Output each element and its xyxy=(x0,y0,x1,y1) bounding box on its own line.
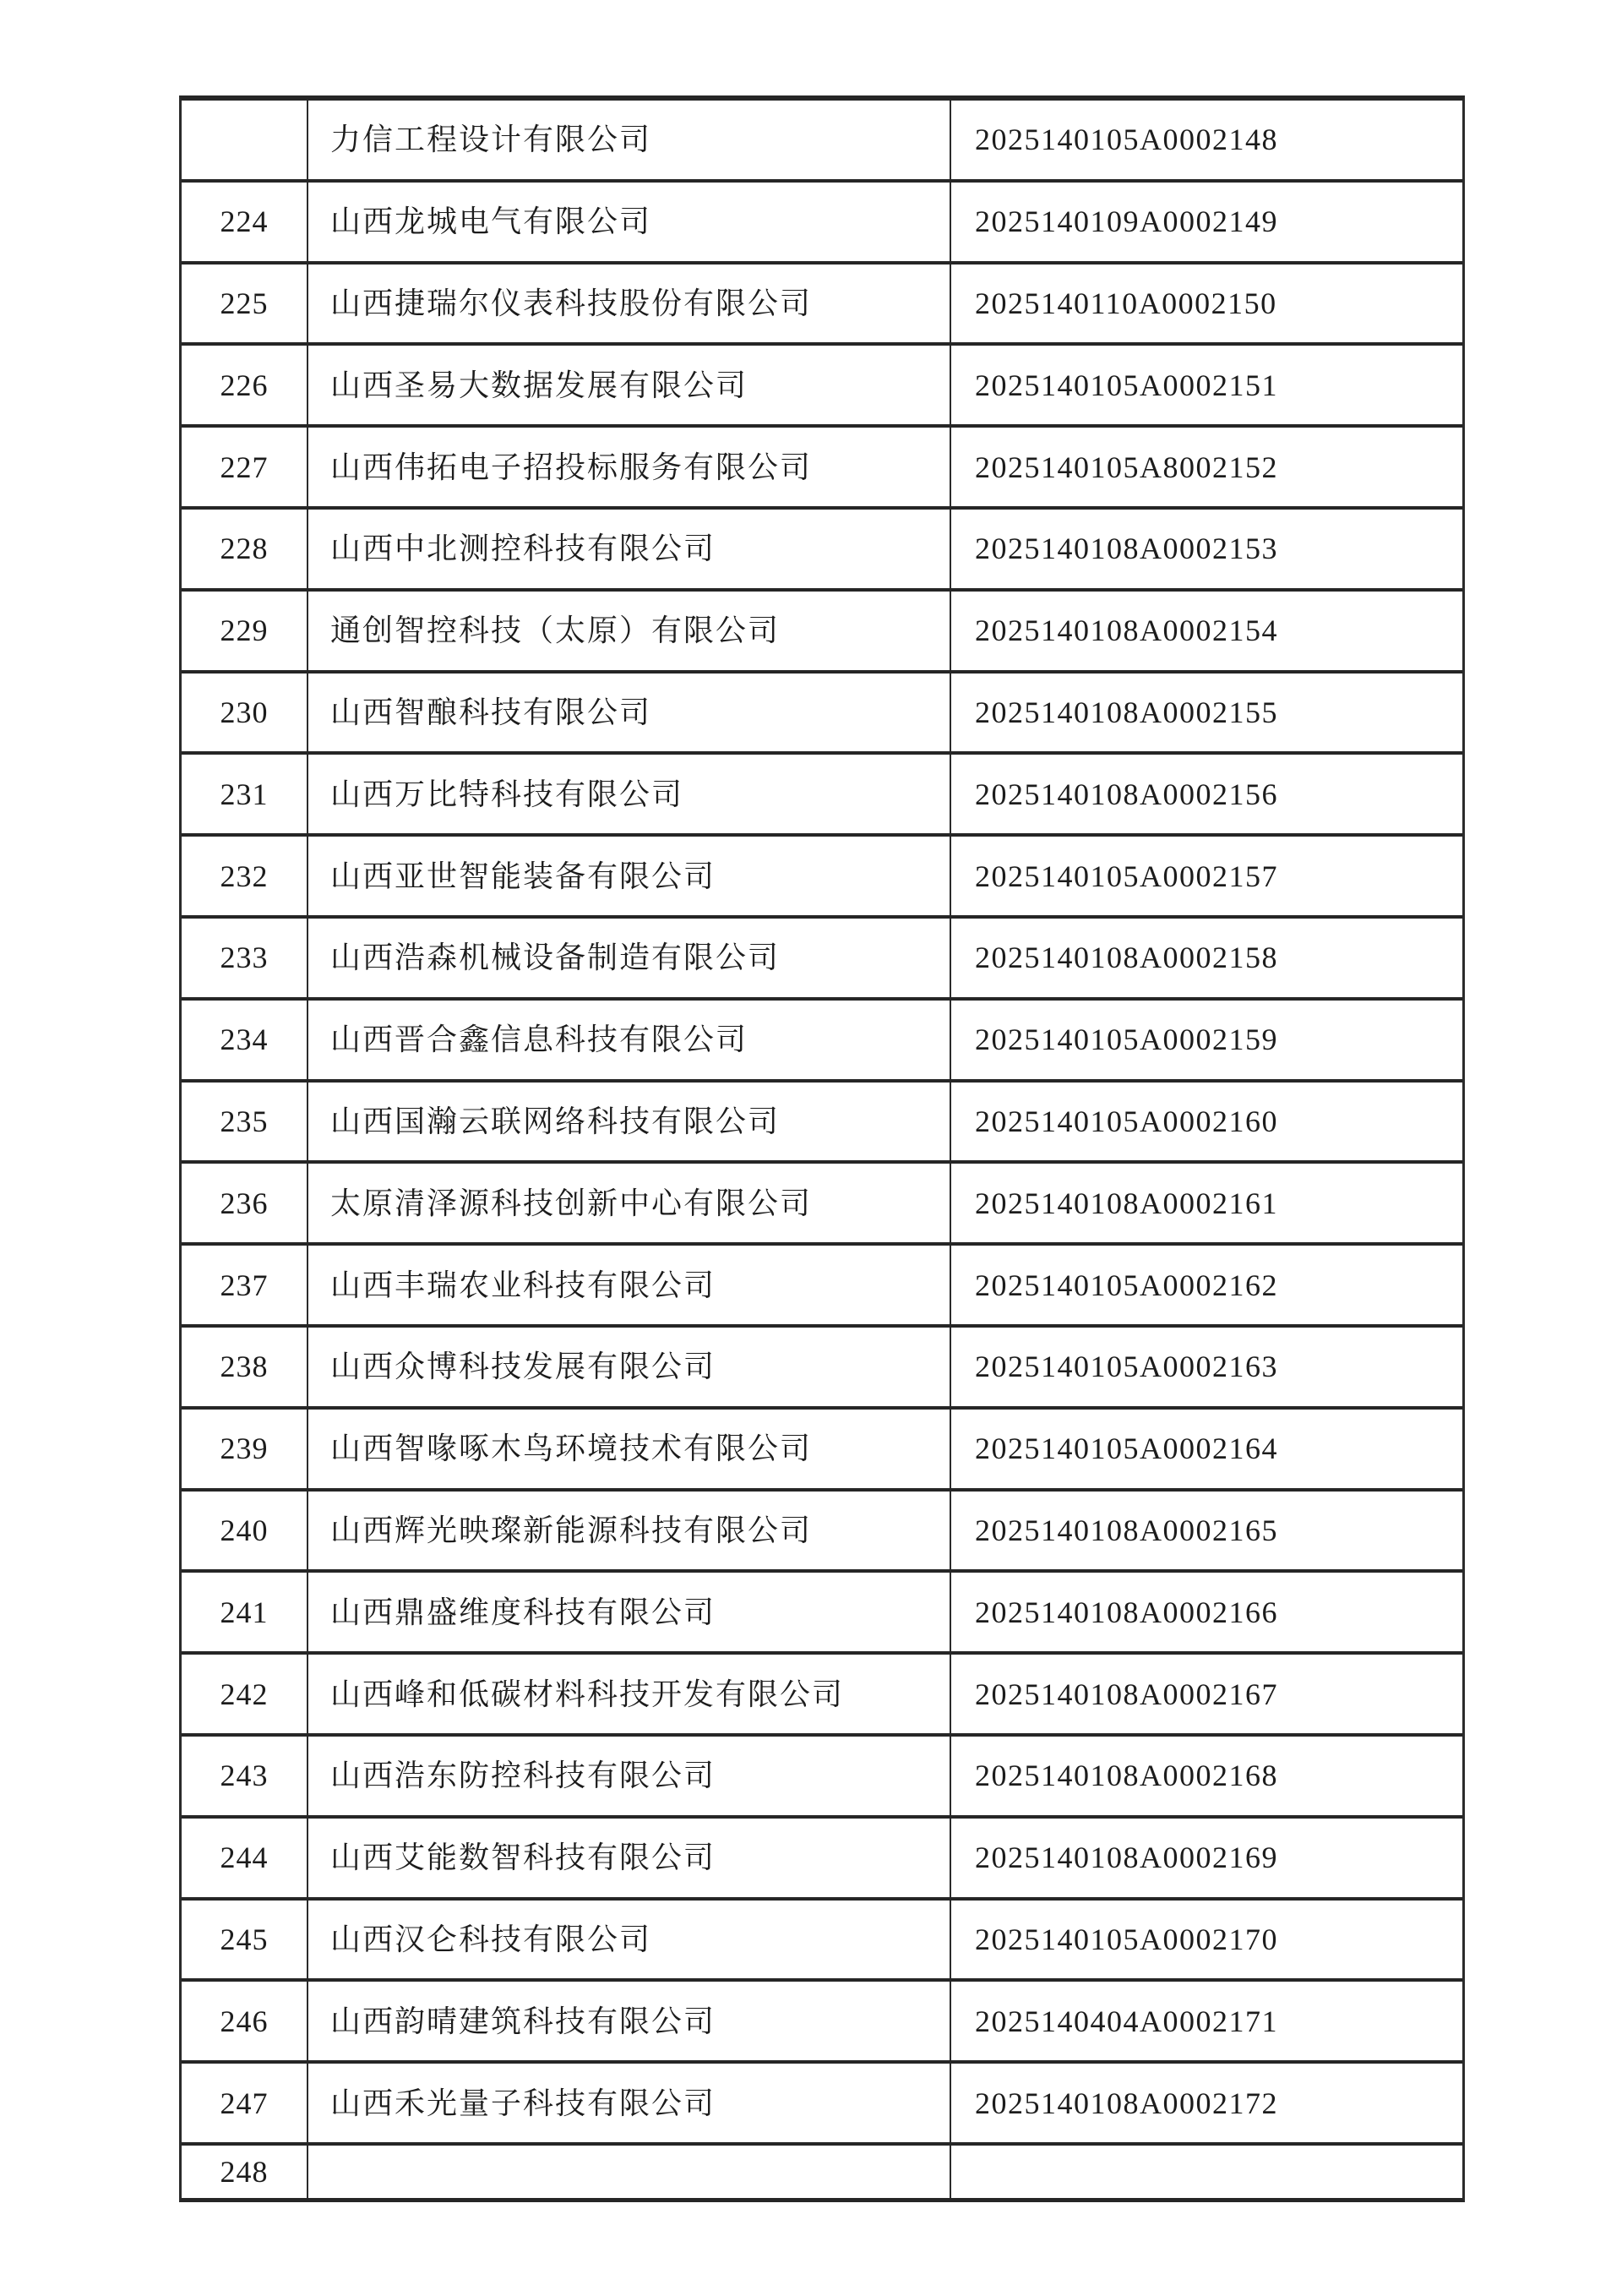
company-name: 山西禾光量子科技有限公司 xyxy=(330,2086,716,2120)
row-number: 248 xyxy=(220,2154,269,2189)
row-number: 240 xyxy=(220,1513,269,1547)
row-number-cell xyxy=(182,1982,308,2060)
company-name-cell xyxy=(308,1492,951,1570)
row-number: 236 xyxy=(220,1186,269,1220)
certificate-number: 2025140108A0002172 xyxy=(975,2086,1278,2120)
company-name: 山西辉光映璨新能源科技有限公司 xyxy=(330,1513,813,1547)
row-number-cell xyxy=(182,2146,308,2198)
row-number-cell xyxy=(182,674,308,752)
company-name-cell xyxy=(308,428,951,506)
table-row xyxy=(182,1492,1462,1573)
certificate-number: 2025140105A0002160 xyxy=(975,1104,1278,1138)
row-number-cell xyxy=(182,183,308,261)
row-number: 237 xyxy=(220,1268,269,1302)
row-number-cell xyxy=(182,1655,308,1733)
row-number-cell xyxy=(182,265,308,343)
certificate-number-cell xyxy=(951,674,1462,752)
company-name: 山西国瀚云联网络科技有限公司 xyxy=(330,1104,781,1138)
certificate-number: 2025140108A0002166 xyxy=(975,1595,1278,1629)
table-row xyxy=(182,1164,1462,1246)
company-table xyxy=(179,95,1465,2202)
certificate-number-cell xyxy=(951,265,1462,343)
certificate-number-cell xyxy=(951,1246,1462,1324)
certificate-number-cell xyxy=(951,2146,1462,2198)
company-name: 山西浩森机械设备制造有限公司 xyxy=(330,941,781,975)
company-name: 山西韵晴建筑科技有限公司 xyxy=(330,2004,716,2038)
row-number-cell xyxy=(182,837,308,915)
company-name: 山西龙城电气有限公司 xyxy=(330,205,652,239)
company-name-cell xyxy=(308,265,951,343)
table-row xyxy=(182,1982,1462,2064)
certificate-number: 2025140108A0002155 xyxy=(975,695,1278,729)
table-row xyxy=(182,265,1462,346)
row-number: 242 xyxy=(220,1677,269,1711)
row-number-cell xyxy=(182,1819,308,1897)
table-row xyxy=(182,2146,1462,2198)
row-number-cell xyxy=(182,1737,308,1815)
row-number-cell xyxy=(182,755,308,833)
certificate-number: 2025140105A0002162 xyxy=(975,1268,1278,1302)
table-row xyxy=(182,919,1462,1001)
certificate-number-cell xyxy=(951,755,1462,833)
row-number: 234 xyxy=(220,1023,269,1057)
company-name: 山西汉仑科技有限公司 xyxy=(330,1922,652,1956)
table-row xyxy=(182,1001,1462,1083)
company-name: 力信工程设计有限公司 xyxy=(330,123,652,157)
company-name-cell xyxy=(308,592,951,670)
table-row xyxy=(182,1655,1462,1737)
certificate-number: 2025140110A0002150 xyxy=(975,286,1277,320)
certificate-number: 2025140108A0002156 xyxy=(975,777,1278,811)
row-number: 246 xyxy=(220,2004,269,2038)
table-row xyxy=(182,1410,1462,1492)
company-name: 山西亚世智能装备有限公司 xyxy=(330,859,716,893)
company-name: 山西晋合鑫信息科技有限公司 xyxy=(330,1023,748,1057)
certificate-number-cell xyxy=(951,1492,1462,1570)
row-number: 225 xyxy=(220,286,269,320)
table-row xyxy=(182,1328,1462,1410)
company-name-cell xyxy=(308,1410,951,1488)
row-number-cell xyxy=(182,1246,308,1324)
certificate-number-cell xyxy=(951,1655,1462,1733)
company-name-cell xyxy=(308,1328,951,1406)
certificate-number: 2025140105A0002170 xyxy=(975,1922,1278,1956)
table-row xyxy=(182,1819,1462,1901)
company-name-cell xyxy=(308,674,951,752)
certificate-number: 2025140108A0002167 xyxy=(975,1677,1278,1711)
certificate-number: 2025140108A0002158 xyxy=(975,941,1278,975)
company-name: 山西万比特科技有限公司 xyxy=(330,777,684,811)
certificate-number-cell xyxy=(951,837,1462,915)
row-number: 224 xyxy=(220,205,269,239)
certificate-number: 2025140105A8002152 xyxy=(975,450,1278,484)
table-row xyxy=(182,510,1462,592)
certificate-number-cell xyxy=(951,346,1462,424)
company-name: 山西中北测控科技有限公司 xyxy=(330,532,716,566)
certificate-number-cell xyxy=(951,1737,1462,1815)
row-number-cell xyxy=(182,428,308,506)
company-name: 山西智酿科技有限公司 xyxy=(330,695,652,729)
certificate-number: 2025140105A0002164 xyxy=(975,1432,1278,1466)
certificate-number: 2025140105A0002148 xyxy=(975,123,1278,157)
certificate-number: 2025140404A0002171 xyxy=(975,2004,1278,2038)
certificate-number: 2025140108A0002169 xyxy=(975,1841,1278,1875)
row-number: 239 xyxy=(220,1432,269,1466)
row-number-cell xyxy=(182,1001,308,1079)
company-name-cell xyxy=(308,101,951,179)
table-row xyxy=(182,755,1462,837)
company-name-cell xyxy=(308,1819,951,1897)
row-number: 230 xyxy=(220,695,269,729)
row-number-cell xyxy=(182,1083,308,1161)
certificate-number-cell xyxy=(951,919,1462,997)
certificate-number: 2025140105A0002151 xyxy=(975,368,1278,402)
company-name: 山西智喙啄木鸟环境技术有限公司 xyxy=(330,1432,813,1466)
certificate-number-cell xyxy=(951,592,1462,670)
company-name-cell xyxy=(308,183,951,261)
company-name: 山西圣易大数据发展有限公司 xyxy=(330,368,748,402)
table-row xyxy=(182,428,1462,510)
company-name-cell xyxy=(308,2146,951,2198)
table-row xyxy=(182,1083,1462,1164)
company-name: 山西艾能数智科技有限公司 xyxy=(330,1841,716,1875)
company-name-cell xyxy=(308,755,951,833)
table-row xyxy=(182,1901,1462,1982)
certificate-number: 2025140108A0002154 xyxy=(975,614,1278,648)
certificate-number: 2025140105A0002159 xyxy=(975,1023,1278,1057)
row-number: 228 xyxy=(220,532,269,566)
table-row xyxy=(182,1573,1462,1655)
certificate-number-cell xyxy=(951,1410,1462,1488)
company-name-cell xyxy=(308,1901,951,1979)
certificate-number: 2025140108A0002165 xyxy=(975,1513,1278,1547)
row-number: 226 xyxy=(220,368,269,402)
certificate-number-cell xyxy=(951,510,1462,588)
certificate-number: 2025140109A0002149 xyxy=(975,205,1278,239)
certificate-number-cell xyxy=(951,1573,1462,1651)
row-number: 245 xyxy=(220,1922,269,1956)
table-row xyxy=(182,837,1462,919)
table-row xyxy=(182,346,1462,428)
row-number: 233 xyxy=(220,941,269,975)
table-row xyxy=(182,592,1462,674)
row-number-cell xyxy=(182,101,308,179)
company-name: 山西伟拓电子招投标服务有限公司 xyxy=(330,450,813,484)
row-number-cell xyxy=(182,919,308,997)
company-name-cell xyxy=(308,2064,951,2142)
certificate-number: 2025140108A0002168 xyxy=(975,1759,1278,1793)
company-name-cell xyxy=(308,1655,951,1733)
certificate-number: 2025140108A0002153 xyxy=(975,532,1278,566)
row-number-cell xyxy=(182,346,308,424)
company-name-cell xyxy=(308,1164,951,1242)
row-number: 243 xyxy=(220,1759,269,1793)
row-number: 232 xyxy=(220,859,269,893)
row-number-cell xyxy=(182,2064,308,2142)
certificate-number-cell xyxy=(951,1982,1462,2060)
company-name-cell xyxy=(308,1982,951,2060)
company-name-cell xyxy=(308,510,951,588)
row-number: 244 xyxy=(220,1841,269,1875)
table-row xyxy=(182,674,1462,755)
certificate-number-cell xyxy=(951,1001,1462,1079)
row-number: 247 xyxy=(220,2086,269,2120)
company-name: 通创智控科技（太原）有限公司 xyxy=(330,614,781,648)
certificate-number: 2025140108A0002161 xyxy=(975,1186,1278,1220)
company-name: 山西浩东防控科技有限公司 xyxy=(330,1759,716,1793)
row-number: 229 xyxy=(220,614,269,648)
row-number: 227 xyxy=(220,450,269,484)
company-name: 山西捷瑞尔仪表科技股份有限公司 xyxy=(330,286,813,320)
company-name-cell xyxy=(308,1083,951,1161)
row-number-cell xyxy=(182,1901,308,1979)
row-number-cell xyxy=(182,592,308,670)
row-number: 235 xyxy=(220,1104,269,1138)
certificate-number-cell xyxy=(951,1819,1462,1897)
row-number-cell xyxy=(182,1492,308,1570)
certificate-number-cell xyxy=(951,101,1462,179)
row-number: 241 xyxy=(220,1595,269,1629)
table-row xyxy=(182,101,1462,183)
company-name-cell xyxy=(308,1737,951,1815)
row-number-cell xyxy=(182,1164,308,1242)
certificate-number-cell xyxy=(951,1328,1462,1406)
certificate-number-cell xyxy=(951,428,1462,506)
table-row xyxy=(182,2064,1462,2146)
row-number-cell xyxy=(182,510,308,588)
row-number-cell xyxy=(182,1573,308,1651)
company-name-cell xyxy=(308,346,951,424)
certificate-number-cell xyxy=(951,183,1462,261)
company-name: 山西众博科技发展有限公司 xyxy=(330,1350,716,1384)
row-number-cell xyxy=(182,1328,308,1406)
table-row xyxy=(182,1246,1462,1328)
company-name-cell xyxy=(308,837,951,915)
certificate-number-cell xyxy=(951,1164,1462,1242)
certificate-number: 2025140105A0002157 xyxy=(975,859,1278,893)
company-name-cell xyxy=(308,1246,951,1324)
certificate-number: 2025140105A0002163 xyxy=(975,1350,1278,1384)
company-name: 山西丰瑞农业科技有限公司 xyxy=(330,1268,716,1302)
company-name: 山西峰和低碳材料科技开发有限公司 xyxy=(330,1677,845,1711)
row-number-cell xyxy=(182,1410,308,1488)
company-name-cell xyxy=(308,1001,951,1079)
table-row xyxy=(182,183,1462,265)
company-name: 山西鼎盛维度科技有限公司 xyxy=(330,1595,716,1629)
company-name-cell xyxy=(308,919,951,997)
company-name: 太原清泽源科技创新中心有限公司 xyxy=(330,1186,813,1220)
company-name-cell xyxy=(308,1573,951,1651)
certificate-number-cell xyxy=(951,1083,1462,1161)
row-number: 231 xyxy=(220,777,269,811)
certificate-number-cell xyxy=(951,1901,1462,1979)
certificate-number-cell xyxy=(951,2064,1462,2142)
row-number: 238 xyxy=(220,1350,269,1384)
table-row xyxy=(182,1737,1462,1819)
